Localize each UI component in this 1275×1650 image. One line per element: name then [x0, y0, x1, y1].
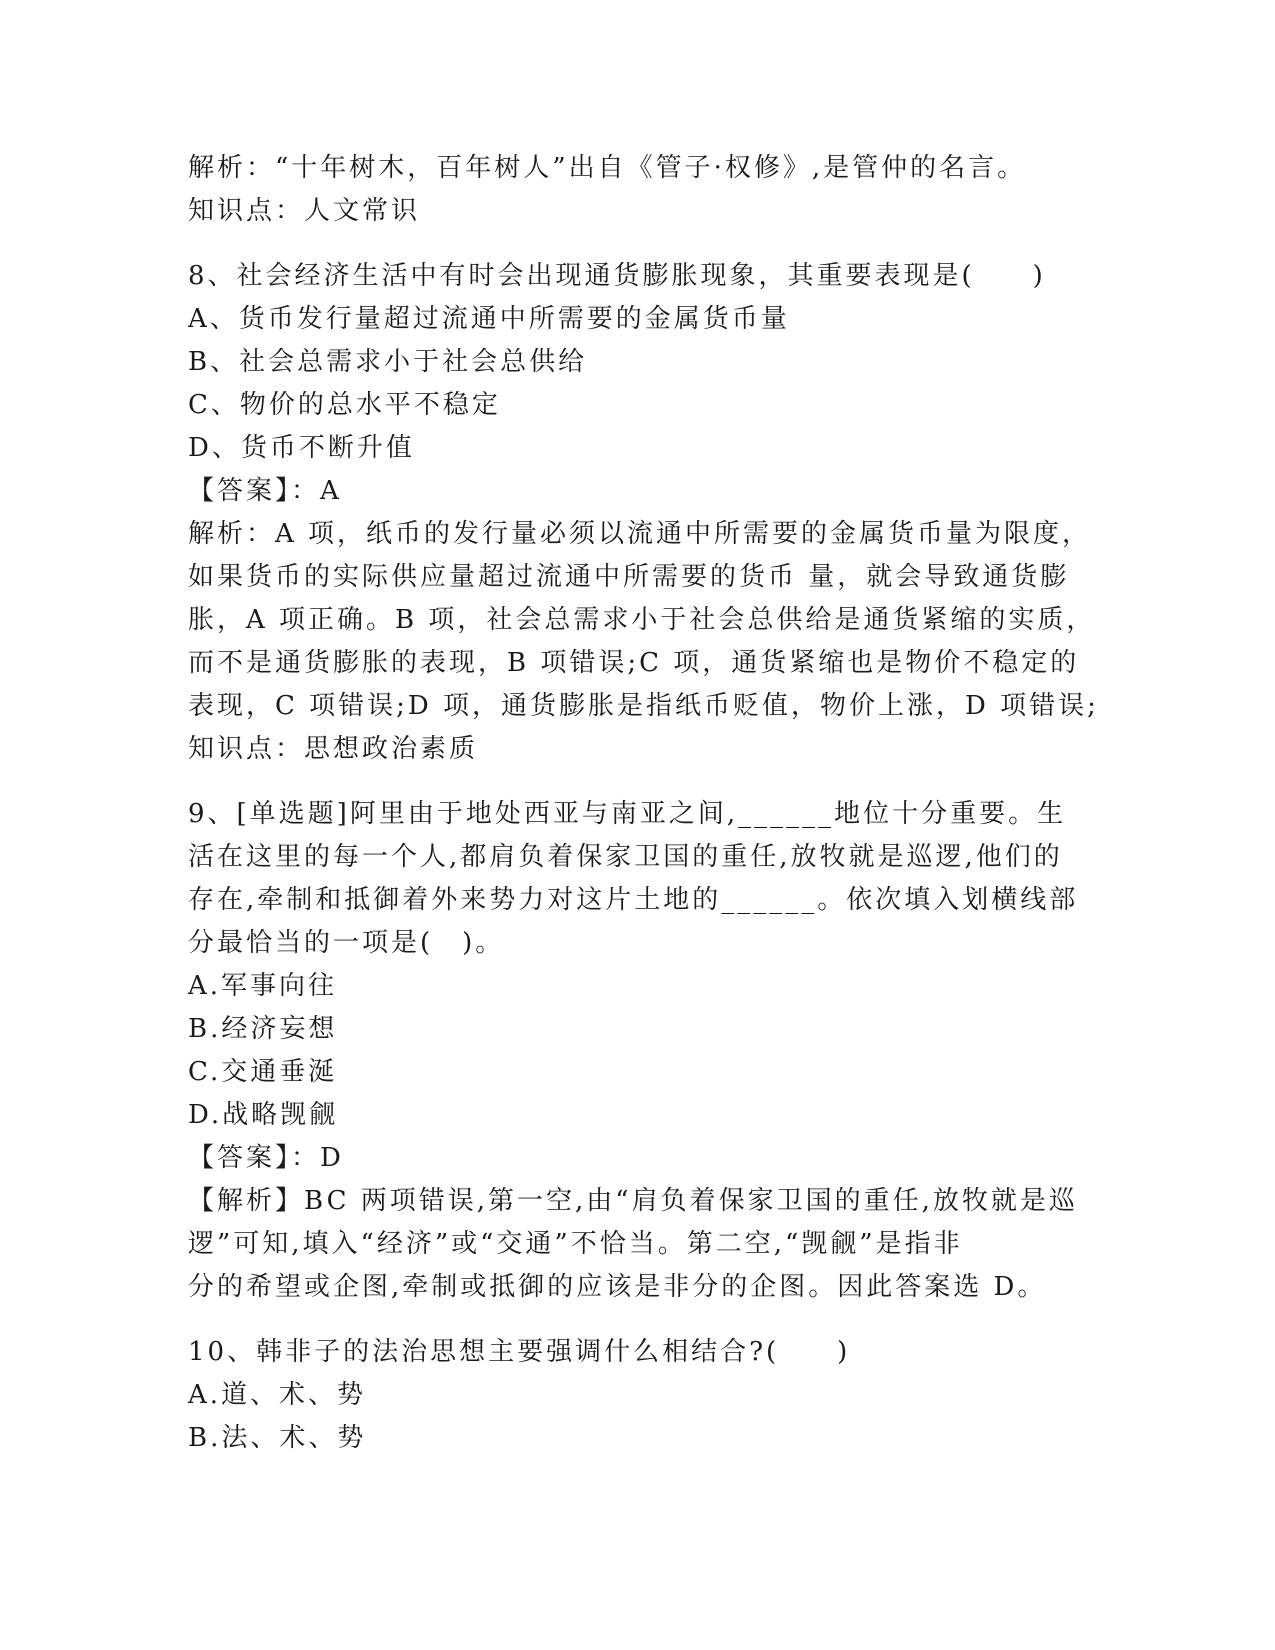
option-a: A.道、术、势 [188, 1380, 367, 1410]
knowledge-point: 知识点：人文常识 [188, 196, 421, 226]
option-d: D、货币不断升值 [188, 433, 415, 463]
document-page [188, 147, 1099, 1460]
option-d: D.战略觊觎 [188, 1100, 339, 1130]
question-stem: 10、韩非子的法治思想主要强调什么相结合?( ) [188, 1337, 851, 1367]
answer-label: 【答案】：A [188, 476, 342, 506]
option-c: C.交通垂涎 [188, 1057, 338, 1087]
analysis-line: 表现，C 项错误;D 项，通货膨胀是指纸币贬值，物价上涨，D 项错误; [188, 691, 1099, 721]
option-b: B.法、术、势 [188, 1423, 367, 1453]
question-stem-line: 存在,牵制和抵御着外来势力对这片土地的______。依次填入划横线部 [188, 885, 1079, 915]
question-7-tail [188, 147, 1088, 233]
question-9 [188, 793, 1088, 1309]
analysis-line: 而不是通货膨胀的表现，B 项错误;C 项，通货紧缩也是物价不稳定的 [188, 648, 1080, 678]
spacer [188, 233, 1088, 255]
option-c: C、物价的总水平不稳定 [188, 390, 501, 420]
spacer [188, 771, 1088, 793]
option-b: B、社会总需求小于社会总供给 [188, 347, 588, 377]
question-stem-line: 活在这里的每一个人,都肩负着保家卫国的重任,放牧就是巡逻,他们的 [188, 842, 1063, 872]
option-a: A.军事向往 [188, 971, 338, 1001]
analysis-text: 解析：“十年树木，百年树人”出自《管子·权修》,是管仲的名言。 [188, 153, 1027, 183]
spacer [188, 1309, 1088, 1331]
analysis-line: 胀，A 项正确。B 项，社会总需求小于社会总供给是通货紧缩的实质， [188, 605, 1096, 635]
option-a: A、货币发行量超过流通中所需要的金属货币量 [188, 304, 790, 334]
analysis-line: 如果货币的实际供应量超过流通中所需要的货币 量，就会导致通货膨 [188, 562, 1070, 592]
answer-label: 【答案】：D [188, 1143, 344, 1173]
analysis-line: 逻”可知,填入“经济”或“交通”不恰当。第二空,“觊觎”是指非 [188, 1229, 963, 1259]
question-stem: 8、社会经济生活中有时会出现通货膨胀现象，其重要表现是( ) [188, 261, 1046, 291]
analysis-line: 解析：A 项，纸币的发行量必须以流通中所需要的金属货币量为限度， [188, 519, 1092, 549]
analysis-line: 分的希望或企图,牵制或抵御的应该是非分的企图。因此答案选 D。 [188, 1272, 1047, 1302]
option-b: B.经济妄想 [188, 1014, 338, 1044]
knowledge-point: 知识点：思想政治素质 [188, 734, 479, 764]
question-10 [188, 1331, 1088, 1460]
analysis-line: 【解析】BC 两项错误,第一空,由“肩负着保家卫国的重任,放牧就是巡 [188, 1186, 1078, 1216]
question-stem-line: 分最恰当的一项是( )。 [188, 928, 505, 958]
question-8 [188, 255, 1099, 771]
question-stem-line: 9、[单选题]阿里由于地处西亚与南亚之间,______地位十分重要。生 [188, 799, 1067, 829]
